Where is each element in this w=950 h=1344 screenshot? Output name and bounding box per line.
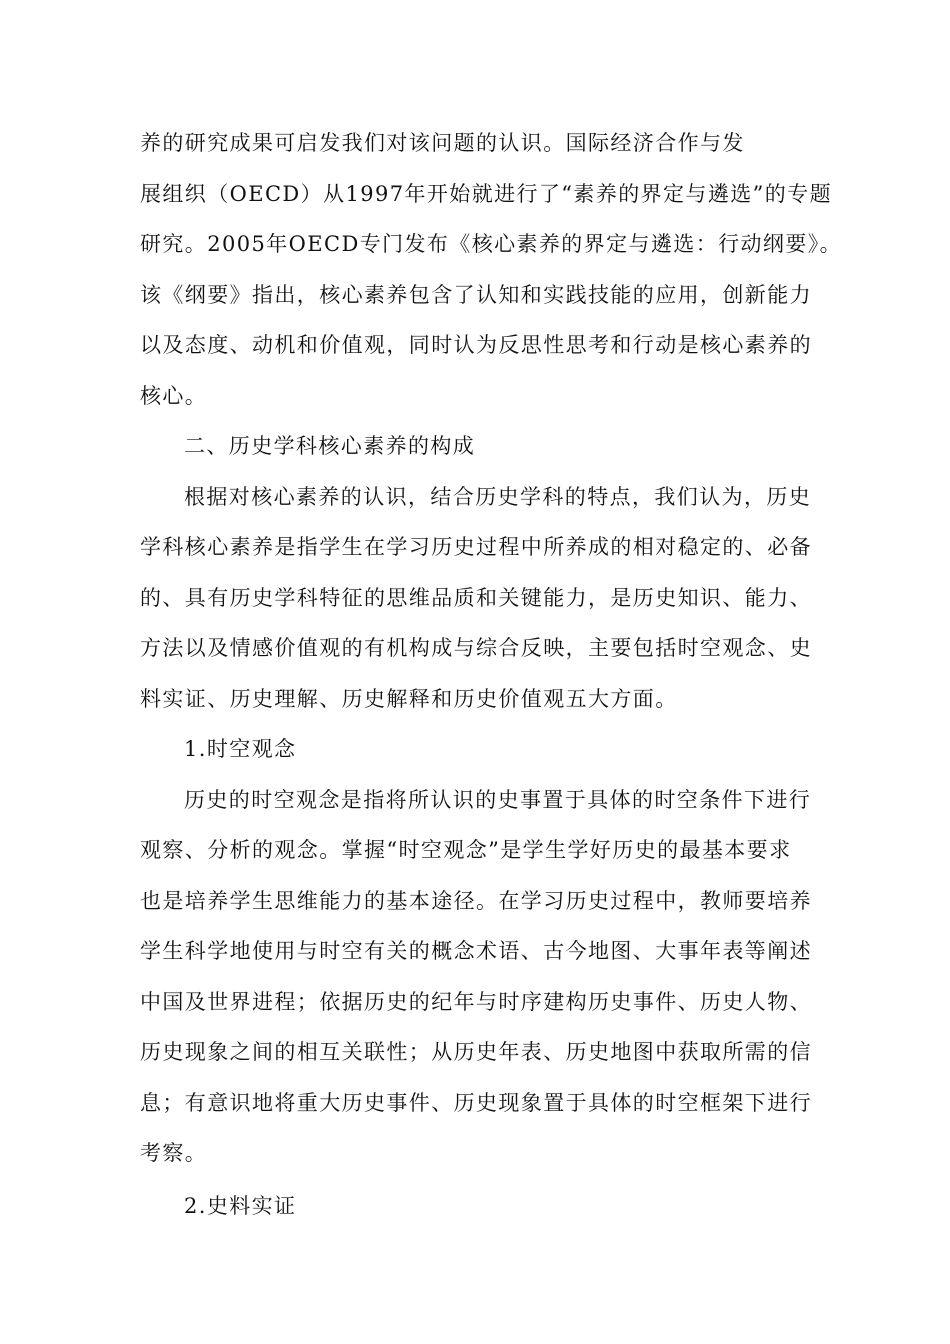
body-text-line: 展组织（OECD）从1997年开始就进行了“素养的界定与遴选”的专题: [140, 181, 832, 206]
body-text-line: 也是培养学生思维能力的基本途径。在学习历史过程中，教师要培养: [140, 888, 812, 913]
body-text-line: 养的研究成果可启发我们对该问题的认识。国际经济合作与发: [140, 131, 745, 155]
subsection-heading: 2.史料实证: [184, 1193, 297, 1218]
body-text-line: 历史的时空观念是指将所认识的史事置于具体的时空条件下进行: [184, 787, 812, 812]
body-text-line: 以及态度、动机和价值观，同时认为反思性思考和行动是核心素养的: [140, 333, 812, 357]
body-text-line: 息；有意识地将重大历史事件、历史现象置于具体的时空框架下进行: [140, 1090, 812, 1115]
document-page: [140, 118, 842, 1231]
body-text-line: 料实证、历史理解、历史解释和历史价值观五大方面。: [140, 686, 678, 711]
body-text-line: 核心。: [140, 383, 208, 408]
body-text-line: 研究。2005年OECD专门发布《核心素养的界定与遴选：行动纲要》。: [140, 232, 842, 256]
body-text-line: 方法以及情感价值观的有机构成与综合反映，主要包括时空观念、史: [140, 636, 812, 660]
body-text-line: 的、具有历史学科特征的思维品质和关键能力，是历史知识、能力、: [140, 585, 812, 610]
body-text-line: 历史现象之间的相互关联性；从历史年表、历史地图中获取所需的信: [140, 1040, 812, 1064]
body-text-line: 学生科学地使用与时空有关的概念术语、古今地图、大事年表等阐述: [140, 939, 812, 963]
body-text-line: 根据对核心素养的认识，结合历史学科的特点，我们认为，历史: [184, 484, 812, 509]
subsection-heading: 1.时空观念: [184, 737, 297, 761]
body-text-line: 该《纲要》指出，核心素养包含了认知和实践技能的应用，创新能力: [140, 282, 812, 307]
body-text-line: 学科核心素养是指学生在学习历史过程中所养成的相对稳定的、必备: [140, 535, 812, 559]
body-text-line: 中国及世界进程；依据历史的纪年与时序建构历史事件、历史人物、: [140, 989, 812, 1014]
section-heading: 二、历史学科核心素养的构成: [184, 434, 476, 458]
body-text-line: 观察、分析的观念。掌握“时空观念”是学生学好历史的最基本要求: [140, 838, 792, 862]
body-text-line: 考察。: [140, 1141, 208, 1165]
